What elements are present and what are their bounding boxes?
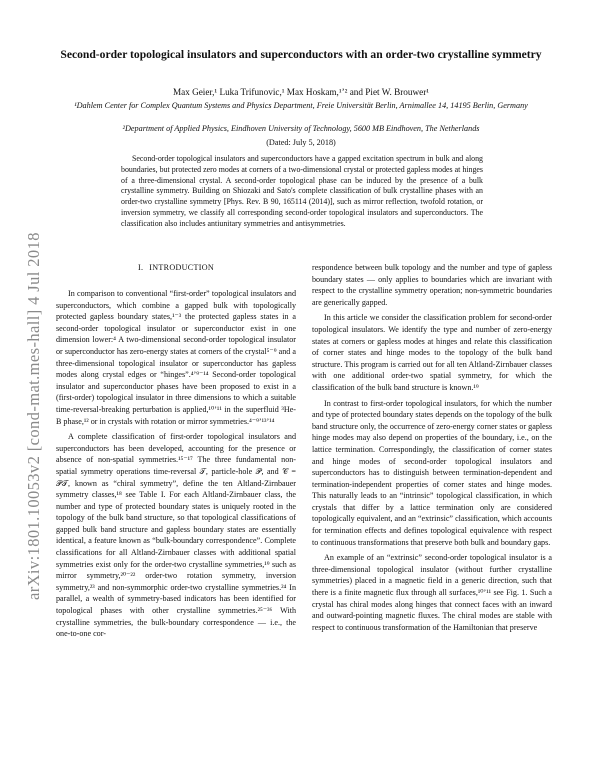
affiliation-1: ¹Dahlem Center for Complex Quantum Systems and Physics Department, Freie Universität Berlin, Arnimallee 14, 14195 Berlin, Germany: [74, 101, 528, 110]
paragraph: In this article we consider the classification problem for second-order topological insulators. We identify the type and number of zero-energy states at corners or gapless modes at hinges and relate this classification of corner states and hinge modes to the topology of the bulk band structure. This program is carried out for all ten Altland-Zirnbauer classes with one additional order-two spatial symmetry, for which the classification of the bulk band structure is known.¹⁹: [312, 313, 552, 392]
section-number: I.: [137, 263, 144, 272]
author-list: Max Geier,¹ Luka Trifunovic,¹ Max Hoskam,¹ʼ² and Piet W. Brouwer¹: [172, 87, 430, 97]
arxiv-identifier: arXiv:1801.10053v2 [cond-mat.mes-hall] 4 Jul 2018: [24, 232, 43, 600]
section-heading: [56, 262, 296, 274]
affiliation-2: ²Department of Applied Physics, Eindhoven University of Technology, 5600 MB Eindhoven, The Netherlands: [122, 124, 480, 133]
paragraph: respondence between bulk topology and the number and type of gapless boundary states — only applies to boundaries which are invariant with respect to the crystalline symmetry operation; non-symmetric boundaries are generically gapped.: [312, 263, 552, 307]
paragraph: A complete classification of first-order topological insulators and superconductors has been developed, accounting for the presence or absence of non-spatial symmetries.¹⁵⁻¹⁷ The three fundamental non-spatial symmetry operations time-reversal 𝒯, particle-hole 𝒫, and 𝒞 = 𝒫𝒯, known as “chiral symmetry”, define the ten Altland-Zirnbauer symmetry classes,¹⁸ see Table I. For each Altland-Zirnbauer class, the number and type of protected boundary states is uniquely rooted in the topology of the bulk band structure, so that topological classifications of gapped bulk band structure and gapless boundary states are essentially identical, a feature known as “bulk-boundary correspondence”. Complete classifications for all Altland-Zirnbauer classes with additional spatial symmetries exist only for the order-two crystalline symmetries,¹⁹ such as mirror symmetry,²⁰⁻²² order-two rotation symmetry, inversion symmetry,²³ and non-symmorphic order-two crystalline symmetries.²⁴ In parallel, a wealth of symmetry-based indicators has been identified for topological phases with other crystalline symmetries.²⁵⁻³⁶ With crystalline symmetries, the bulk-boundary correspondence — i.e., the one-to-one cor-: [56, 432, 296, 639]
paragraph: In contrast to first-order topological insulators, for which the number and type of protected boundary states depends on the topology of the bulk band structure only, the occurrence of zero-energy corner states or gapless hinge modes may also depend on properties of the boundary, i.e., on the lattice termination. Correspondingly, the classification of corner states and hinge modes of second-order topological insulators and superconductors has to distinguish between termination-dependent and termination-independent properties of corner states and hinge modes. This naturally leads to an “intrinsic” topological classification, in which crystals that differ by a lattice termination only are considered topologically equivalent, and an “extrinsic” classification, which accounts for termination effects and defines topological equivalence with respect to continuous transformations that preserve both bulk and boundary gaps.: [312, 398, 553, 547]
section-title: INTRODUCTION: [149, 263, 215, 272]
abstract: Second-order topological insulators and superconductors have a gapped excitation spectrum in bulk and along boundaries, but protected zero modes at corners of a two-dimensional crystal or protected gapless modes at hinges of a three-dimensional crystal. A second-order topological phase can be induced by the presence of a bulk crystalline symmetry. Building on Shiozaki and Sato's complete classification of bulk crystalline phases with an order-two crystalline symmetry [Phys. Rev. B 90, 165114 (2014)], such as mirror reflection, twofold rotation, or inversion symmetry, we classify all corresponding second-order topological insulators and superconductors. The classification also includes antiunitary symmetries and antisymmetries.: [121, 154, 483, 228]
paragraph: In comparison to conventional “first-order” topological insulators and superconductors, which combine a gapped bulk with topologically protected gapless boundary states,¹⁻³ the protected gapless states in a second-order topological insulator or superconductor exist in one dimension lower:⁴ A two-dimensional second-order topological insulator or superconductor has zero-energy states at corners of the crystal⁵⁻⁹ and a three-dimensional topological insulator or superconductor has gapless modes along crystal edges or “hinges”.⁴ʼ⁹⁻¹⁴ Second-order topological insulator and superconductor phases have been proposed to exist in a (first-order) topological insulator in three dimensions to which a suitable time-reversal-breaking perturbation is applied,¹⁰ʼ¹¹ in the superfluid ³He-B phase,¹² or in crystals with rotation or mirror symmetries.⁴⁻⁹ʼ¹³ʼ¹⁴: [56, 289, 296, 426]
right-column: [312, 262, 552, 633]
paper-title: Second-order topological insulators and superconductors with an order-two crystalline symmetry: [60, 48, 542, 61]
paragraph: An example of an “extrinsic” second-order topological insulator is a three-dimensional topological insulator (without further crystalline symmetries) placed in a magnetic field in a generic direction, such that there is a finite magnetic flux through all surfaces,¹⁰ʼ¹¹ see Fig. 1. Such a crystal has chiral modes along hinges that connect faces with an inward and outward-pointing magnetic fluxes. The chiral modes are stable with respect to continuous transformation of the Hamiltonian that preserve: [312, 553, 552, 632]
arxiv-sidebar: [0, 0, 43, 776]
dated-line: (Dated: July 5, 2018): [266, 138, 336, 147]
left-column: [56, 262, 296, 640]
